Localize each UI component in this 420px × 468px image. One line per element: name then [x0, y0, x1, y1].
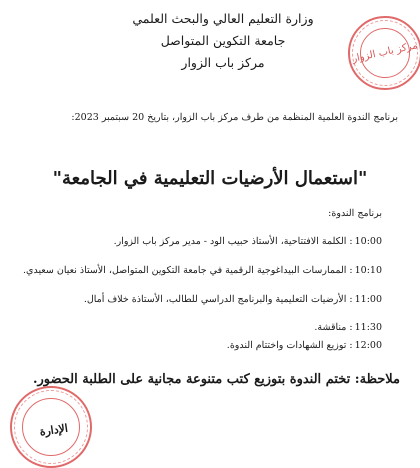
- official-stamp-bottom: [10, 386, 92, 468]
- agenda-time: 10:00: [354, 236, 382, 247]
- letterhead: [118, 8, 328, 74]
- center-name: مركز باب الزوار: [181, 55, 265, 70]
- agenda-text: الممارسات البيداغوجية الرقمية في جامعة التكوين المتواصل، الأستاذ نعيان سعيدي.: [23, 265, 347, 276]
- agenda-item: 11:30: مناقشة.: [314, 322, 382, 333]
- stamp-text: مركز باب الزوار: [351, 40, 419, 65]
- program-label: برنامج الندوة:: [328, 208, 382, 219]
- agenda-text: توزيع الشهادات واختتام الندوة.: [226, 340, 347, 351]
- university-name: جامعة التكوين المتواصل: [160, 33, 286, 48]
- agenda-time: 11:30: [354, 322, 382, 333]
- agenda-text: الأرضيات التعليمية والبرنامج الدراسي للطالب، الأستاذة خلاف أمال.: [83, 294, 347, 305]
- intro-line: برنامج الندوة العلمية المنظمة من طرف مركز باب الزوار، بتاريخ 20 سبتمبر 2023:: [71, 112, 398, 123]
- seminar-title: "استعمال الأرضيات التعليمية في الجامعة": [52, 168, 368, 189]
- agenda-text: الكلمة الافتتاحية، الأستاذ حبيب الود - مدير مركز باب الزوار.: [113, 236, 347, 247]
- agenda-text: مناقشة.: [314, 322, 347, 333]
- agenda-item: 10:10: الممارسات البيداغوجية الرقمية في جامعة التكوين المتواصل، الأستاذ نعيان سعيدي.: [23, 265, 382, 276]
- ministry-name: وزارة التعليم العالي والبحث العلمي: [132, 11, 314, 26]
- agenda-time: 10:10: [354, 265, 382, 276]
- agenda-time: 11:00: [354, 294, 382, 305]
- signature-text: الإدارة: [38, 421, 69, 439]
- agenda-time: 12:00: [354, 340, 382, 351]
- agenda-item: 12:00: توزيع الشهادات واختتام الندوة.: [226, 340, 382, 351]
- official-stamp-top: [348, 16, 420, 90]
- closing-note: ملاحظة: تختم الندوة بتوزيع كتب متنوعة مجانية على الطلبة الحضور.: [32, 372, 400, 387]
- agenda-item: 11:00: الأرضيات التعليمية والبرنامج الدراسي للطالب، الأستاذة خلاف أمال.: [83, 294, 382, 305]
- agenda-item: 10:00: الكلمة الافتتاحية، الأستاذ حبيب الود - مدير مركز باب الزوار.: [113, 236, 382, 247]
